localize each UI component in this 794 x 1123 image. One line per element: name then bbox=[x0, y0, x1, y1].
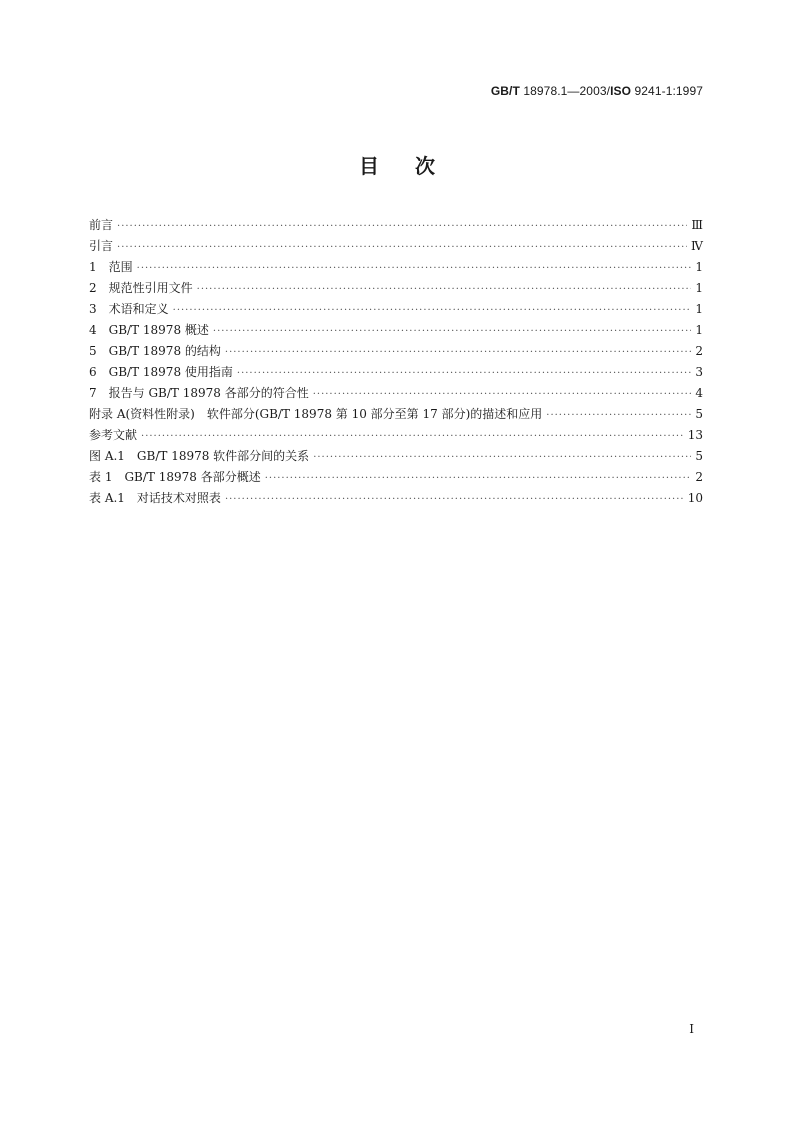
toc-entry-label: 参考文献 bbox=[89, 428, 138, 442]
toc-entry-usage-guide[interactable] bbox=[89, 362, 703, 383]
toc-leader-dots bbox=[173, 300, 692, 321]
toc-entry-page: 13 bbox=[687, 428, 703, 442]
toc-entry-table-a1[interactable] bbox=[89, 488, 703, 509]
toc-leader-dots bbox=[546, 405, 691, 426]
toc-entry-label: 6 GB/T 18978 使用指南 bbox=[89, 365, 233, 379]
toc-leader-dots bbox=[117, 216, 687, 237]
toc-entry-page: 2 bbox=[695, 344, 703, 358]
toc-entry-bibliography[interactable] bbox=[89, 425, 703, 446]
toc-entry-page: 1 bbox=[695, 281, 703, 295]
standard-number: 18978.1—2003/ bbox=[523, 84, 611, 98]
toc-entry-label: 表 1 GB/T 18978 各部分概述 bbox=[89, 470, 261, 484]
toc-leader-dots bbox=[265, 468, 692, 489]
toc-entry-page: Ⅲ bbox=[691, 218, 703, 232]
table-of-contents bbox=[89, 215, 703, 509]
iso-prefix: ISO bbox=[610, 84, 632, 98]
page-number: I bbox=[689, 1022, 694, 1036]
toc-entry-page: 4 bbox=[695, 386, 703, 400]
toc-entry-label: 4 GB/T 18978 概述 bbox=[89, 323, 209, 337]
standard-prefix: GB/T bbox=[490, 84, 520, 98]
toc-leader-dots bbox=[213, 321, 691, 342]
toc-leader-dots bbox=[225, 342, 691, 363]
toc-entry-label: 3 术语和定义 bbox=[89, 302, 169, 316]
toc-leader-dots bbox=[137, 258, 692, 279]
toc-entry-normative-references[interactable] bbox=[89, 278, 703, 299]
toc-leader-dots bbox=[313, 447, 691, 468]
toc-entry-overview[interactable] bbox=[89, 320, 703, 341]
toc-entry-page: 2 bbox=[695, 470, 703, 484]
toc-leader-dots bbox=[197, 279, 692, 300]
toc-entry-figure-a1[interactable] bbox=[89, 446, 703, 467]
toc-entry-page: 1 bbox=[695, 302, 703, 316]
toc-entry-page: 3 bbox=[695, 365, 703, 379]
toc-leader-dots bbox=[237, 363, 691, 384]
toc-entry-conformance[interactable] bbox=[89, 383, 703, 404]
toc-leader-dots bbox=[117, 237, 687, 258]
toc-entry-introduction[interactable] bbox=[89, 236, 703, 257]
toc-entry-page: 1 bbox=[695, 260, 703, 274]
toc-leader-dots bbox=[225, 489, 684, 510]
toc-entry-label: 5 GB/T 18978 的结构 bbox=[89, 344, 221, 358]
toc-entry-label: 7 报告与 GB/T 18978 各部分的符合性 bbox=[89, 386, 309, 400]
toc-entry-terms-definitions[interactable] bbox=[89, 299, 703, 320]
toc-entry-page: 1 bbox=[695, 323, 703, 337]
toc-entry-scope[interactable] bbox=[89, 257, 703, 278]
toc-entry-label: 1 范围 bbox=[89, 260, 133, 274]
toc-entry-foreword[interactable] bbox=[89, 215, 703, 236]
toc-entry-label: 图 A.1 GB/T 18978 软件部分间的关系 bbox=[89, 449, 310, 463]
toc-title: 目次 bbox=[359, 154, 471, 178]
toc-leader-dots bbox=[141, 426, 684, 447]
toc-entry-page: 5 bbox=[695, 407, 703, 421]
toc-entry-label: 引言 bbox=[89, 239, 114, 253]
toc-entry-annex-a[interactable] bbox=[89, 404, 703, 425]
toc-entry-label: 表 A.1 对话技术对照表 bbox=[89, 491, 221, 505]
toc-entry-table-1[interactable] bbox=[89, 467, 703, 488]
standard-header bbox=[491, 84, 703, 98]
toc-entry-page: Ⅳ bbox=[691, 239, 703, 253]
toc-entry-label: 前言 bbox=[89, 218, 114, 232]
toc-entry-page: 5 bbox=[695, 449, 703, 463]
toc-leader-dots bbox=[313, 384, 692, 405]
toc-entry-page: 10 bbox=[687, 491, 703, 505]
toc-entry-structure[interactable] bbox=[89, 341, 703, 362]
iso-number: 9241-1:1997 bbox=[634, 84, 703, 98]
toc-entry-label: 2 规范性引用文件 bbox=[89, 281, 193, 295]
toc-entry-label: 附录 A(资料性附录) 软件部分(GB/T 18978 第 10 部分至第 17 部分)的描述和应用 bbox=[89, 407, 543, 421]
